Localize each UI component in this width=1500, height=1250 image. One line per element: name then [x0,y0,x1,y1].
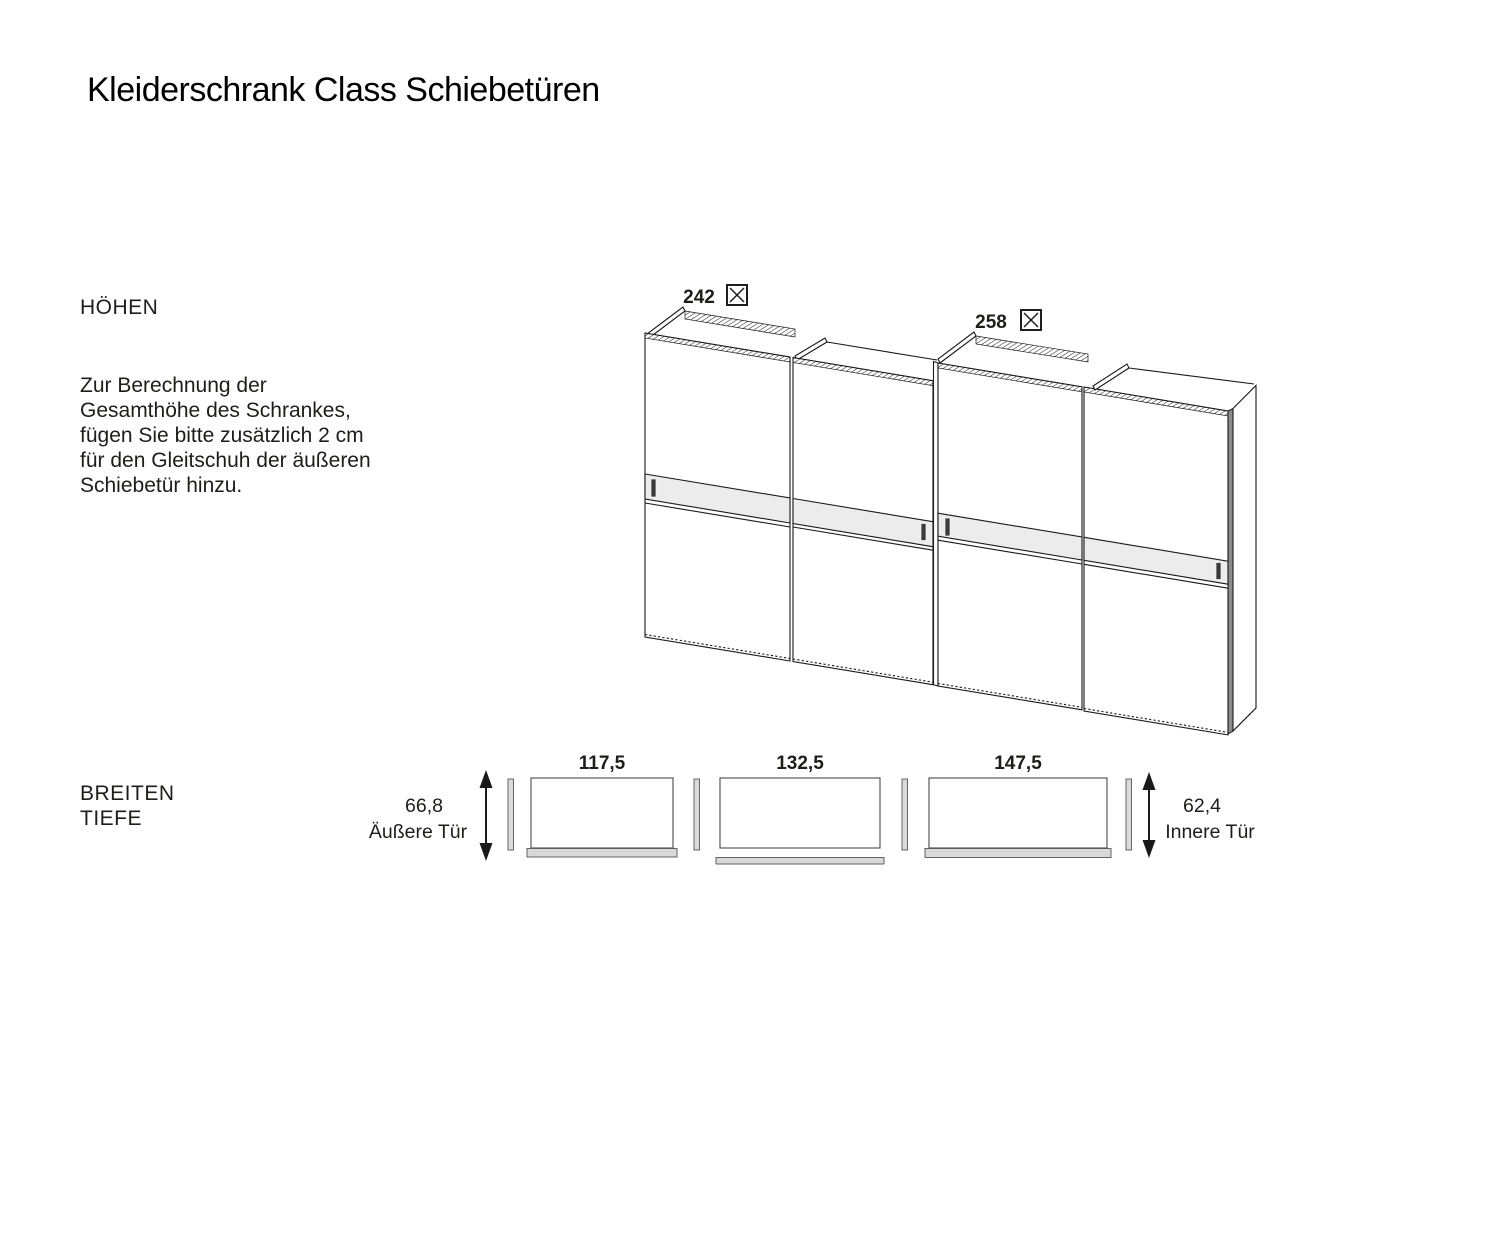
door-edge-profile [694,779,700,850]
note-line: Gesamthöhe des Schrankes, [80,399,351,422]
door-handle [1216,563,1221,580]
height-option-258 [975,310,1041,333]
door-edge-profile [1126,779,1132,850]
outer-door-label: Äußere Tür [368,821,468,843]
inner-door-label: Innere Tür [1165,821,1255,843]
height-option-242 [683,285,747,308]
height-calculation-note [80,373,460,498]
inner-door-dimension [1143,772,1256,858]
door-handle [921,524,926,541]
widths-label-line: BREITEN [80,782,175,805]
inner-track-end-cap [795,338,827,360]
door-width-value: 147,5 [994,753,1042,774]
door-bottom-rail [925,849,1111,858]
outer-track-rail [685,311,795,337]
door-front-view [929,778,1107,848]
door-bottom-rail [716,858,884,865]
note-line: für den Gleitschuh der äußeren [80,449,371,472]
inner-track-end-cap [1093,364,1129,390]
note-line: fügen Sie bitte zusätzlich 2 cm [80,424,364,447]
door-width-132 [694,753,884,864]
door-front-view [531,778,673,848]
outer-door-height-value: 66,8 [405,795,443,817]
depth-label-line: TIEFE [80,807,143,830]
outer-track-rail [976,336,1088,362]
door-handle [651,479,656,497]
door-side-edge [1228,409,1233,735]
widths-section-label [80,781,175,831]
outer-track-end-cap [647,307,685,338]
wardrobe-drawing [600,270,1300,770]
heights-section-label: HÖHEN [80,296,159,319]
height-value-242: 242 [683,287,715,308]
checkbox-checked-icon[interactable] [1021,310,1041,330]
wardrobe-258 [934,332,1257,735]
door-bottom-rail [527,849,677,858]
cabinet-top-back-edge [1129,368,1254,384]
door-width-147 [902,753,1132,858]
door-width-value: 132,5 [776,753,824,774]
wardrobe-242 [645,307,937,685]
door-handle [945,518,950,536]
note-line: Zur Berechnung der [80,374,267,397]
checkbox-checked-icon[interactable] [727,285,747,305]
door-edge-profile [902,779,908,850]
cabinet-top-back-edge [827,342,937,360]
vertical-double-arrow-icon [1143,772,1156,858]
door-front-view [720,778,880,848]
height-value-258: 258 [975,312,1007,333]
widths-depth-diagram [360,740,1280,880]
door-thickness-edge [934,362,939,687]
outer-door-dimension [369,770,493,861]
page-title: Kleiderschrank Class Schiebetüren [87,71,600,109]
cabinet-side-panel [1233,386,1256,732]
vertical-double-arrow-icon [480,770,493,861]
door-width-117 [508,753,677,857]
door-width-value: 117,5 [578,753,626,774]
inner-door-height-value: 62,4 [1183,795,1221,817]
note-line: Schiebetür hinzu. [80,474,243,497]
door-edge-profile [508,779,514,850]
outer-track-end-cap [938,332,976,363]
